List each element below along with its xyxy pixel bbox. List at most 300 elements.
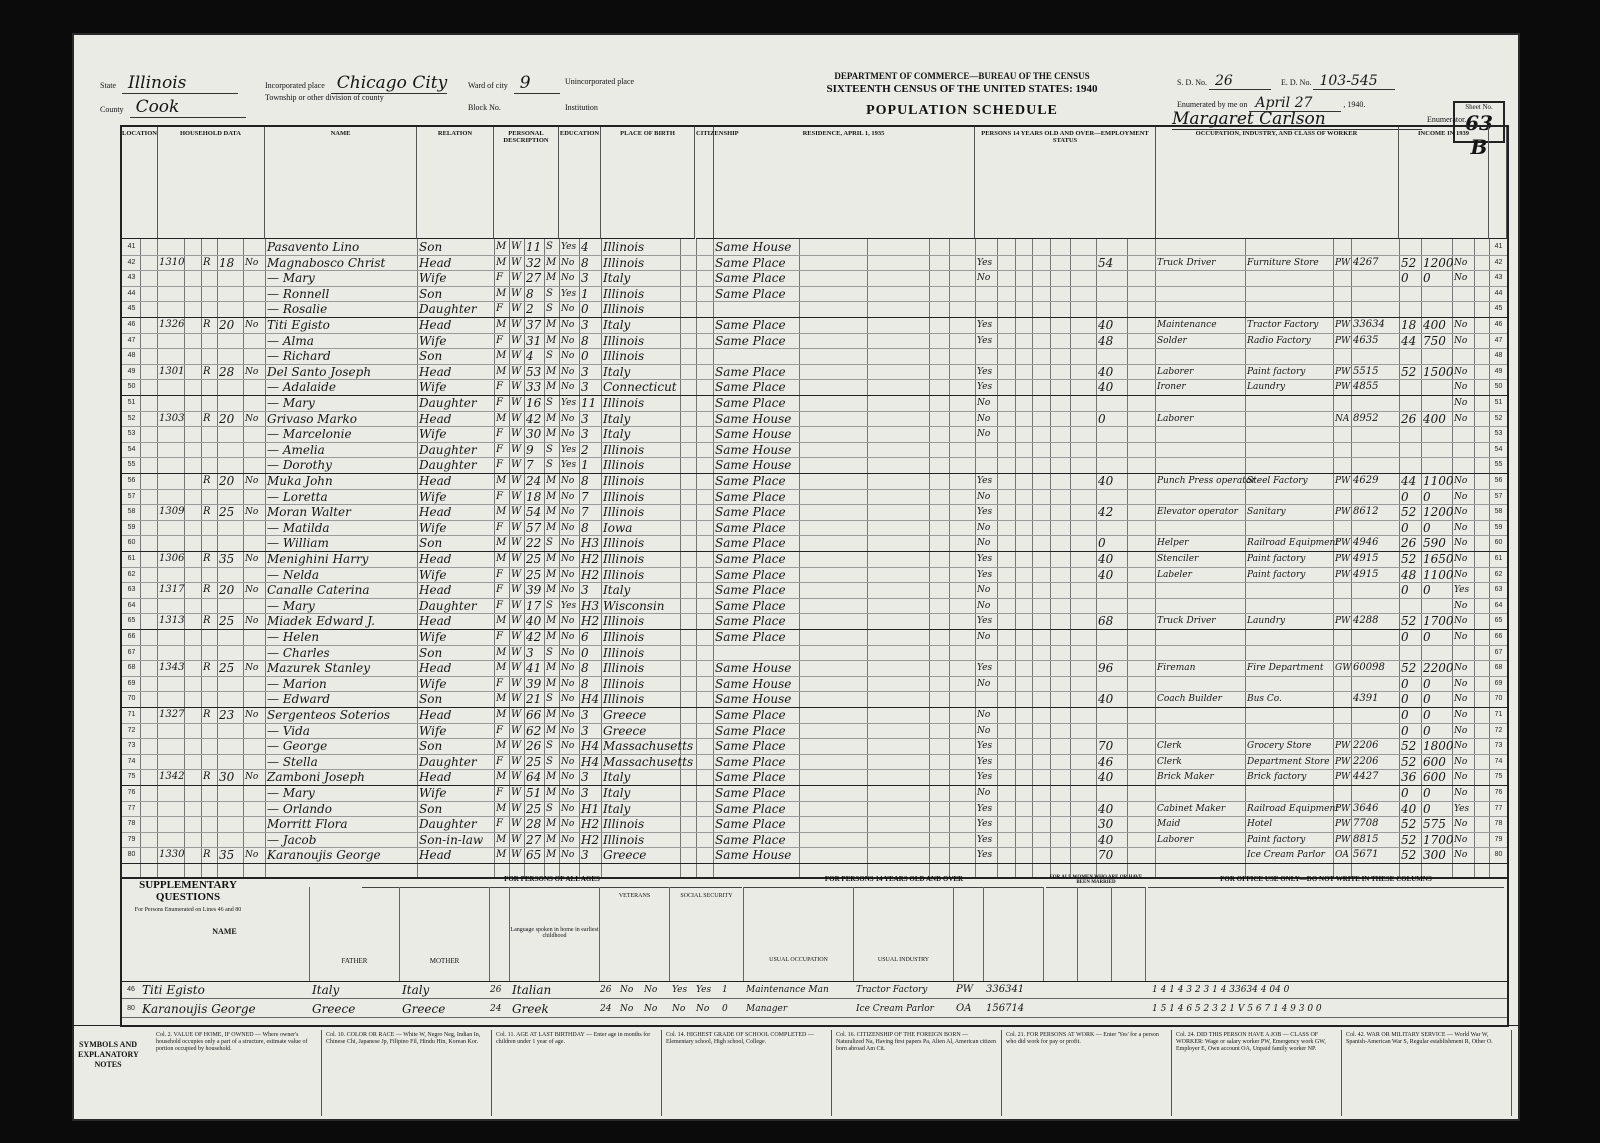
- cell-house: [159, 379, 182, 394]
- cell-weeks: [1401, 442, 1420, 457]
- cell-ind: [1247, 629, 1332, 644]
- cell-house: 1343: [159, 662, 185, 674]
- cell-grade: 3: [581, 770, 589, 785]
- cell-hours: 40: [1098, 318, 1114, 332]
- cell-wage: [1423, 457, 1451, 472]
- cell-age: 33: [526, 380, 542, 395]
- cell-other: No: [1454, 694, 1468, 705]
- cell-grade: H1: [581, 801, 600, 816]
- cell-cls: [1335, 489, 1350, 504]
- cell-sch: No: [561, 834, 575, 845]
- cell-rel: Wife: [419, 567, 447, 582]
- cell-age: 32: [526, 255, 542, 270]
- cell-weeks: 0: [1401, 723, 1409, 738]
- cell-sex: M: [496, 506, 507, 518]
- cell-ms: S: [546, 740, 553, 752]
- cell-line2: 72: [1494, 726, 1503, 734]
- cell-weeks: 52: [1401, 817, 1417, 832]
- cell-cls: [1335, 301, 1350, 316]
- cell-wage: 0: [1423, 801, 1431, 816]
- cell-res: Same Place: [715, 708, 786, 722]
- cell-wage: 0: [1423, 520, 1431, 535]
- cell-wage: 590: [1423, 536, 1446, 551]
- cell-sch: No: [561, 803, 575, 814]
- cell-rel: Head: [419, 364, 452, 379]
- cell-occ: [1157, 457, 1244, 472]
- cell-grade: 3: [581, 583, 589, 598]
- cell-hours: [1098, 286, 1126, 301]
- cell-other: No: [1454, 850, 1468, 861]
- cell-line: 42: [127, 258, 136, 266]
- table-row: [122, 301, 1507, 318]
- cell-grade: 6: [581, 630, 589, 644]
- cell-other: [1454, 239, 1473, 254]
- cell-sch: No: [561, 335, 575, 346]
- cell-rel: Daughter: [419, 458, 477, 473]
- supp-cell-ss2: Yes: [696, 985, 712, 995]
- cell-code: 4391: [1353, 693, 1379, 705]
- cell-sex: F: [496, 490, 503, 502]
- cell-farm: [245, 629, 264, 644]
- cell-name: Pasavento Lino: [267, 240, 360, 254]
- cell-code: [1353, 395, 1398, 410]
- cell-wage: 0: [1423, 692, 1431, 707]
- cell-line: 53: [127, 430, 136, 438]
- cell-ms: S: [546, 646, 553, 658]
- supp-cell-code2: 24: [600, 1004, 612, 1014]
- cell-line: 73: [127, 742, 136, 750]
- cell-ind: [1247, 270, 1332, 285]
- cell-code: [1353, 442, 1398, 457]
- cell-ind: Paint factory: [1247, 366, 1306, 377]
- cell-cls: [1335, 239, 1350, 254]
- cell-grade: H3: [581, 536, 600, 551]
- cell-farm: [245, 738, 264, 753]
- cell-value: 30: [219, 770, 235, 785]
- cell-house: [159, 629, 182, 644]
- cell-age: 66: [526, 708, 542, 722]
- cell-cls: PW: [1335, 554, 1351, 564]
- cell-wage: 600: [1423, 754, 1446, 769]
- cell-grade: H4: [581, 739, 600, 754]
- cell-name: — Mary: [267, 598, 315, 613]
- cell-hours: [1098, 395, 1126, 410]
- cell-code: [1353, 301, 1398, 316]
- cell-cls: PW: [1335, 320, 1351, 330]
- cell-line: 59: [127, 523, 136, 531]
- cell-age: 65: [526, 848, 542, 863]
- cell-wage: [1423, 598, 1451, 613]
- table-row: [122, 832, 1507, 849]
- cell-res: Same Place: [715, 739, 786, 754]
- cell-value: [219, 801, 242, 816]
- cell-line2: 42: [1494, 258, 1503, 266]
- cell-res: Same Place: [715, 786, 786, 800]
- cell-ms: M: [546, 662, 557, 674]
- cell-ms: M: [546, 521, 557, 533]
- cell-cls: PW: [1335, 476, 1351, 486]
- cell-line: 78: [127, 820, 136, 828]
- cell-rel: Wife: [419, 520, 447, 535]
- table-row: [122, 239, 1507, 256]
- cell-wage: 0: [1423, 583, 1431, 598]
- cell-other: No: [1454, 382, 1468, 393]
- cell-birth: Greece: [603, 723, 647, 738]
- cell-ms: M: [546, 584, 557, 596]
- enumerator-label: Enumerator.: [1427, 115, 1467, 124]
- cell-rel: Wife: [419, 630, 447, 644]
- supplementary-row: [122, 981, 1507, 999]
- cell-line: 72: [127, 726, 136, 734]
- cell-farm: [245, 270, 264, 285]
- cell-name: — Marion: [267, 676, 327, 691]
- cell-birth: Italy: [603, 364, 631, 379]
- cell-sch: No: [561, 647, 575, 658]
- table-row: [122, 707, 1507, 724]
- cell-cls: PW: [1335, 803, 1351, 814]
- cell-sex: M: [496, 771, 507, 783]
- table-row: [122, 348, 1507, 365]
- cell-birth: Illinois: [603, 692, 645, 707]
- cell-hours: 40: [1098, 770, 1114, 785]
- cell-other: No: [1454, 600, 1468, 611]
- cell-sex: F: [496, 428, 503, 440]
- cell-farm: [245, 301, 264, 316]
- cell-weeks: 52: [1401, 614, 1417, 629]
- cell-own: R: [203, 771, 211, 783]
- enumerated-date: April 27: [1249, 95, 1341, 112]
- cell-works: Yes: [977, 335, 993, 346]
- cell-cls: [1335, 676, 1350, 691]
- cell-line: 47: [127, 336, 136, 344]
- cell-ms: S: [546, 755, 553, 767]
- cell-birth: Italy: [603, 411, 631, 426]
- table-row: [122, 738, 1507, 755]
- cell-other: No: [1454, 273, 1468, 284]
- supp-cell-cls: OA: [956, 1003, 972, 1014]
- cell-res: Same House: [715, 676, 792, 691]
- cell-own: [203, 801, 215, 816]
- cell-house: 1310: [159, 256, 185, 268]
- table-row: [122, 411, 1507, 428]
- cell-grade: 8: [581, 474, 589, 488]
- cell-value: [219, 598, 242, 613]
- cell-hours: [1098, 270, 1126, 285]
- cell-ind: [1247, 426, 1332, 441]
- cell-sex: F: [496, 334, 503, 346]
- cell-age: 40: [526, 614, 542, 629]
- cell-age: 42: [526, 411, 542, 426]
- cell-own: R: [203, 662, 211, 674]
- cell-code: [1353, 239, 1398, 254]
- cell-line2: 69: [1494, 679, 1503, 687]
- cell-own: R: [203, 256, 211, 268]
- cell-ms: M: [546, 677, 557, 689]
- table-row: [122, 785, 1507, 802]
- table-row: [122, 676, 1507, 693]
- cell-sch: No: [561, 554, 575, 564]
- cell-code: 7708: [1353, 818, 1379, 830]
- cell-hours: [1098, 442, 1126, 457]
- cell-sex: M: [496, 350, 507, 362]
- cell-ind: [1247, 598, 1332, 613]
- cell-name: — Mary: [267, 786, 315, 800]
- cell-own: [203, 738, 215, 753]
- cell-line: 77: [127, 804, 136, 812]
- cell-res: Same House: [715, 427, 792, 442]
- cell-works: Yes: [977, 756, 993, 767]
- cell-house: 1330: [159, 849, 185, 861]
- cell-works: Yes: [977, 507, 993, 518]
- supp-cell-code: 336341: [986, 984, 1025, 995]
- cell-cls: [1335, 348, 1350, 363]
- cell-own: [203, 785, 215, 800]
- cell-ind: [1247, 645, 1332, 660]
- col-code-a: [490, 887, 510, 981]
- cell-race: W: [511, 693, 522, 705]
- cell-weeks: 0: [1401, 271, 1409, 286]
- cell-ms: M: [546, 631, 557, 642]
- cell-grade: 8: [581, 255, 589, 270]
- cell-age: 41: [526, 661, 542, 676]
- cell-age: 21: [526, 692, 542, 707]
- cell-name: — Richard: [267, 349, 331, 364]
- cell-birth: Italy: [603, 318, 631, 332]
- cell-birth: Illinois: [603, 645, 645, 660]
- cell-house: [159, 489, 182, 504]
- state-label: State: [100, 81, 116, 90]
- cell-cls: PW: [1335, 257, 1351, 268]
- cell-sex: M: [496, 709, 507, 720]
- cell-code: [1353, 629, 1398, 644]
- schedule-title: POPULATION SCHEDULE: [866, 103, 1058, 118]
- cell-value: 23: [219, 708, 235, 722]
- cell-farm: [245, 379, 264, 394]
- cell-code: 8952: [1353, 412, 1379, 424]
- cell-house: [159, 816, 182, 831]
- cell-occ: Maintenance: [1157, 320, 1217, 330]
- cell-wage: 1100: [1423, 567, 1454, 582]
- supp-cell-code: 156714: [986, 1003, 1025, 1014]
- cell-ind: [1247, 457, 1332, 472]
- cell-rel: Son: [419, 692, 443, 707]
- supplementary-title: SUPPLEMENTARY QUESTIONS: [139, 879, 237, 903]
- cell-occ: [1157, 348, 1244, 363]
- cell-works: Yes: [977, 741, 993, 752]
- cell-farm: No: [245, 772, 259, 783]
- cell-sex: M: [496, 553, 507, 564]
- cell-line2: 47: [1494, 336, 1503, 344]
- cell-line: 56: [127, 477, 136, 484]
- cell-house: [159, 738, 182, 753]
- cell-grade: 2: [581, 442, 589, 457]
- cell-farm: No: [245, 413, 259, 424]
- cell-ind: Paint factory: [1247, 834, 1306, 845]
- cell-race: W: [511, 256, 522, 268]
- col-language: Language spoken in home in earliest childhood: [510, 887, 600, 981]
- cell-ind: Furniture Store: [1247, 257, 1319, 268]
- cell-value: 20: [219, 474, 235, 488]
- cell-ind: Sanitary: [1247, 507, 1286, 518]
- cell-works: No: [977, 585, 991, 596]
- cell-works: Yes: [977, 569, 993, 580]
- cell-line: 64: [127, 601, 136, 609]
- cell-house: [159, 723, 182, 738]
- supplementary-subtitle: For Persons Enumerated on Lines 46 and 80: [134, 907, 242, 913]
- cell-house: [159, 785, 182, 800]
- cell-line2: 46: [1494, 321, 1503, 328]
- symbols-heading: SYMBOLS AND EXPLANATORY NOTES: [78, 1040, 139, 1069]
- cell-value: [219, 816, 242, 831]
- cell-code: [1353, 707, 1398, 722]
- cell-weeks: 0: [1401, 583, 1409, 598]
- column-header-income-in-1939: INCOME IN 1939: [1399, 127, 1489, 239]
- cell-race: W: [511, 319, 522, 330]
- cell-hours: [1098, 676, 1126, 691]
- cell-sex: M: [496, 412, 507, 424]
- cell-ms: M: [546, 272, 557, 284]
- cell-code: 5515: [1353, 365, 1379, 377]
- cell-res: Same House: [715, 458, 792, 473]
- cell-birth: Illinois: [603, 505, 645, 520]
- cell-other: [1454, 286, 1473, 301]
- cell-code: 5671: [1353, 849, 1379, 861]
- cell-ms: M: [546, 365, 557, 377]
- cell-rel: Son: [419, 349, 443, 364]
- cell-res: Same Place: [715, 832, 786, 847]
- cell-farm: [245, 567, 264, 582]
- cell-hours: 40: [1098, 567, 1114, 582]
- cell-farm: [245, 333, 264, 348]
- cell-occ: Stenciler: [1157, 554, 1199, 564]
- cell-sex: M: [496, 365, 507, 377]
- cell-wage: 0: [1423, 630, 1431, 644]
- cell-other: No: [1454, 725, 1468, 736]
- cell-code: [1353, 489, 1398, 504]
- cell-age: 17: [526, 598, 542, 613]
- cell-grade: H2: [581, 567, 600, 582]
- cell-house: [159, 286, 182, 301]
- cell-res: [715, 645, 798, 660]
- cell-weeks: [1401, 645, 1420, 660]
- cell-sch: No: [561, 429, 575, 440]
- cell-name: — Stella: [267, 754, 318, 769]
- cell-wage: 1200: [1423, 255, 1454, 270]
- cell-works: [977, 239, 996, 254]
- cell-occ: [1157, 489, 1244, 504]
- cell-house: [159, 457, 182, 472]
- cell-farm: [245, 723, 264, 738]
- explanatory-note: Col. 16. CITIZENSHIP OF THE FOREIGN BORN — Naturalized Na, Having first papers Pa, Alien Al, American citizen born abroad Am Cit.: [832, 1030, 1002, 1116]
- sd-label: S. D. No.: [1177, 78, 1208, 87]
- cell-race: W: [511, 287, 522, 299]
- cell-value: 25: [219, 661, 235, 676]
- cell-weeks: 52: [1401, 505, 1417, 520]
- cell-birth: Illinois: [603, 474, 645, 488]
- cell-line: 55: [127, 461, 136, 469]
- cell-sex: M: [496, 319, 507, 330]
- cell-hours: 96: [1098, 661, 1114, 676]
- col-women-c: [1112, 887, 1146, 981]
- cell-birth: Iowa: [603, 520, 633, 535]
- sheet-number: 63 B: [1465, 111, 1493, 159]
- cell-res: Same Place: [715, 614, 786, 629]
- cell-own: R: [203, 412, 211, 424]
- table-row: [122, 535, 1507, 552]
- cell-ind: [1247, 301, 1332, 316]
- cell-birth: Illinois: [603, 614, 645, 629]
- cell-age: 54: [526, 505, 542, 520]
- cell-age: 25: [526, 567, 542, 582]
- table-row: [122, 816, 1507, 833]
- cell-code: [1353, 582, 1398, 597]
- cell-weeks: 52: [1401, 832, 1417, 847]
- cell-occ: Elevator operator: [1157, 507, 1238, 518]
- supp-cell-vet2: No: [644, 985, 658, 995]
- table-row: [122, 582, 1507, 599]
- cell-race: W: [511, 849, 522, 861]
- cell-value: [219, 442, 242, 457]
- cell-works: No: [977, 538, 991, 549]
- supp-cell-code2: 26: [600, 985, 612, 995]
- cell-birth: Greece: [603, 708, 647, 722]
- cell-weeks: [1401, 395, 1420, 410]
- cell-line2: 59: [1494, 523, 1503, 531]
- cell-occ: [1157, 286, 1244, 301]
- cell-wage: [1423, 286, 1451, 301]
- cell-occ: Laborer: [1157, 834, 1194, 845]
- cell-own: R: [203, 319, 211, 330]
- cell-own: R: [203, 615, 211, 627]
- supp-cell-vet: No: [620, 985, 634, 995]
- cell-age: 25: [526, 801, 542, 816]
- cell-sex: M: [496, 693, 507, 705]
- col-usual-occupation: USUAL OCCUPATION: [744, 887, 854, 981]
- cell-works: Yes: [977, 554, 993, 564]
- ed-label: E. D. No.: [1281, 78, 1312, 87]
- cell-sex: F: [496, 818, 503, 830]
- column-header-location: LOCATION: [122, 127, 158, 239]
- cell-occ: Laborer: [1157, 413, 1194, 424]
- cell-own: R: [203, 584, 211, 596]
- cell-line2: 54: [1494, 445, 1503, 453]
- cell-line2: 45: [1494, 305, 1503, 313]
- cell-house: [159, 598, 182, 613]
- cell-age: 64: [526, 770, 542, 785]
- cell-age: 26: [526, 739, 542, 754]
- cell-rel: Head: [419, 255, 452, 270]
- cell-house: [159, 333, 182, 348]
- cell-house: 1309: [159, 506, 185, 518]
- cell-code: 3646: [1353, 802, 1379, 814]
- cell-works: Yes: [977, 366, 993, 377]
- cell-sch: Yes: [561, 288, 577, 299]
- cell-occ: Laborer: [1157, 366, 1194, 377]
- cell-race: W: [511, 397, 522, 408]
- supp-cell-line: 46: [127, 986, 135, 993]
- head-women: FOR ALL WOMEN WHO ARE OR HAVE BEEN MARRIED: [1046, 875, 1146, 888]
- cell-sch: Yes: [561, 600, 577, 611]
- cell-farm: [245, 489, 264, 504]
- cell-cls: PW: [1335, 507, 1351, 518]
- cell-value: [219, 520, 242, 535]
- cell-works: [977, 286, 996, 301]
- cell-works: [977, 645, 996, 660]
- cell-age: 27: [526, 271, 542, 286]
- cell-race: W: [511, 443, 522, 455]
- table-row: [122, 629, 1507, 646]
- cell-code: 4946: [1353, 537, 1379, 549]
